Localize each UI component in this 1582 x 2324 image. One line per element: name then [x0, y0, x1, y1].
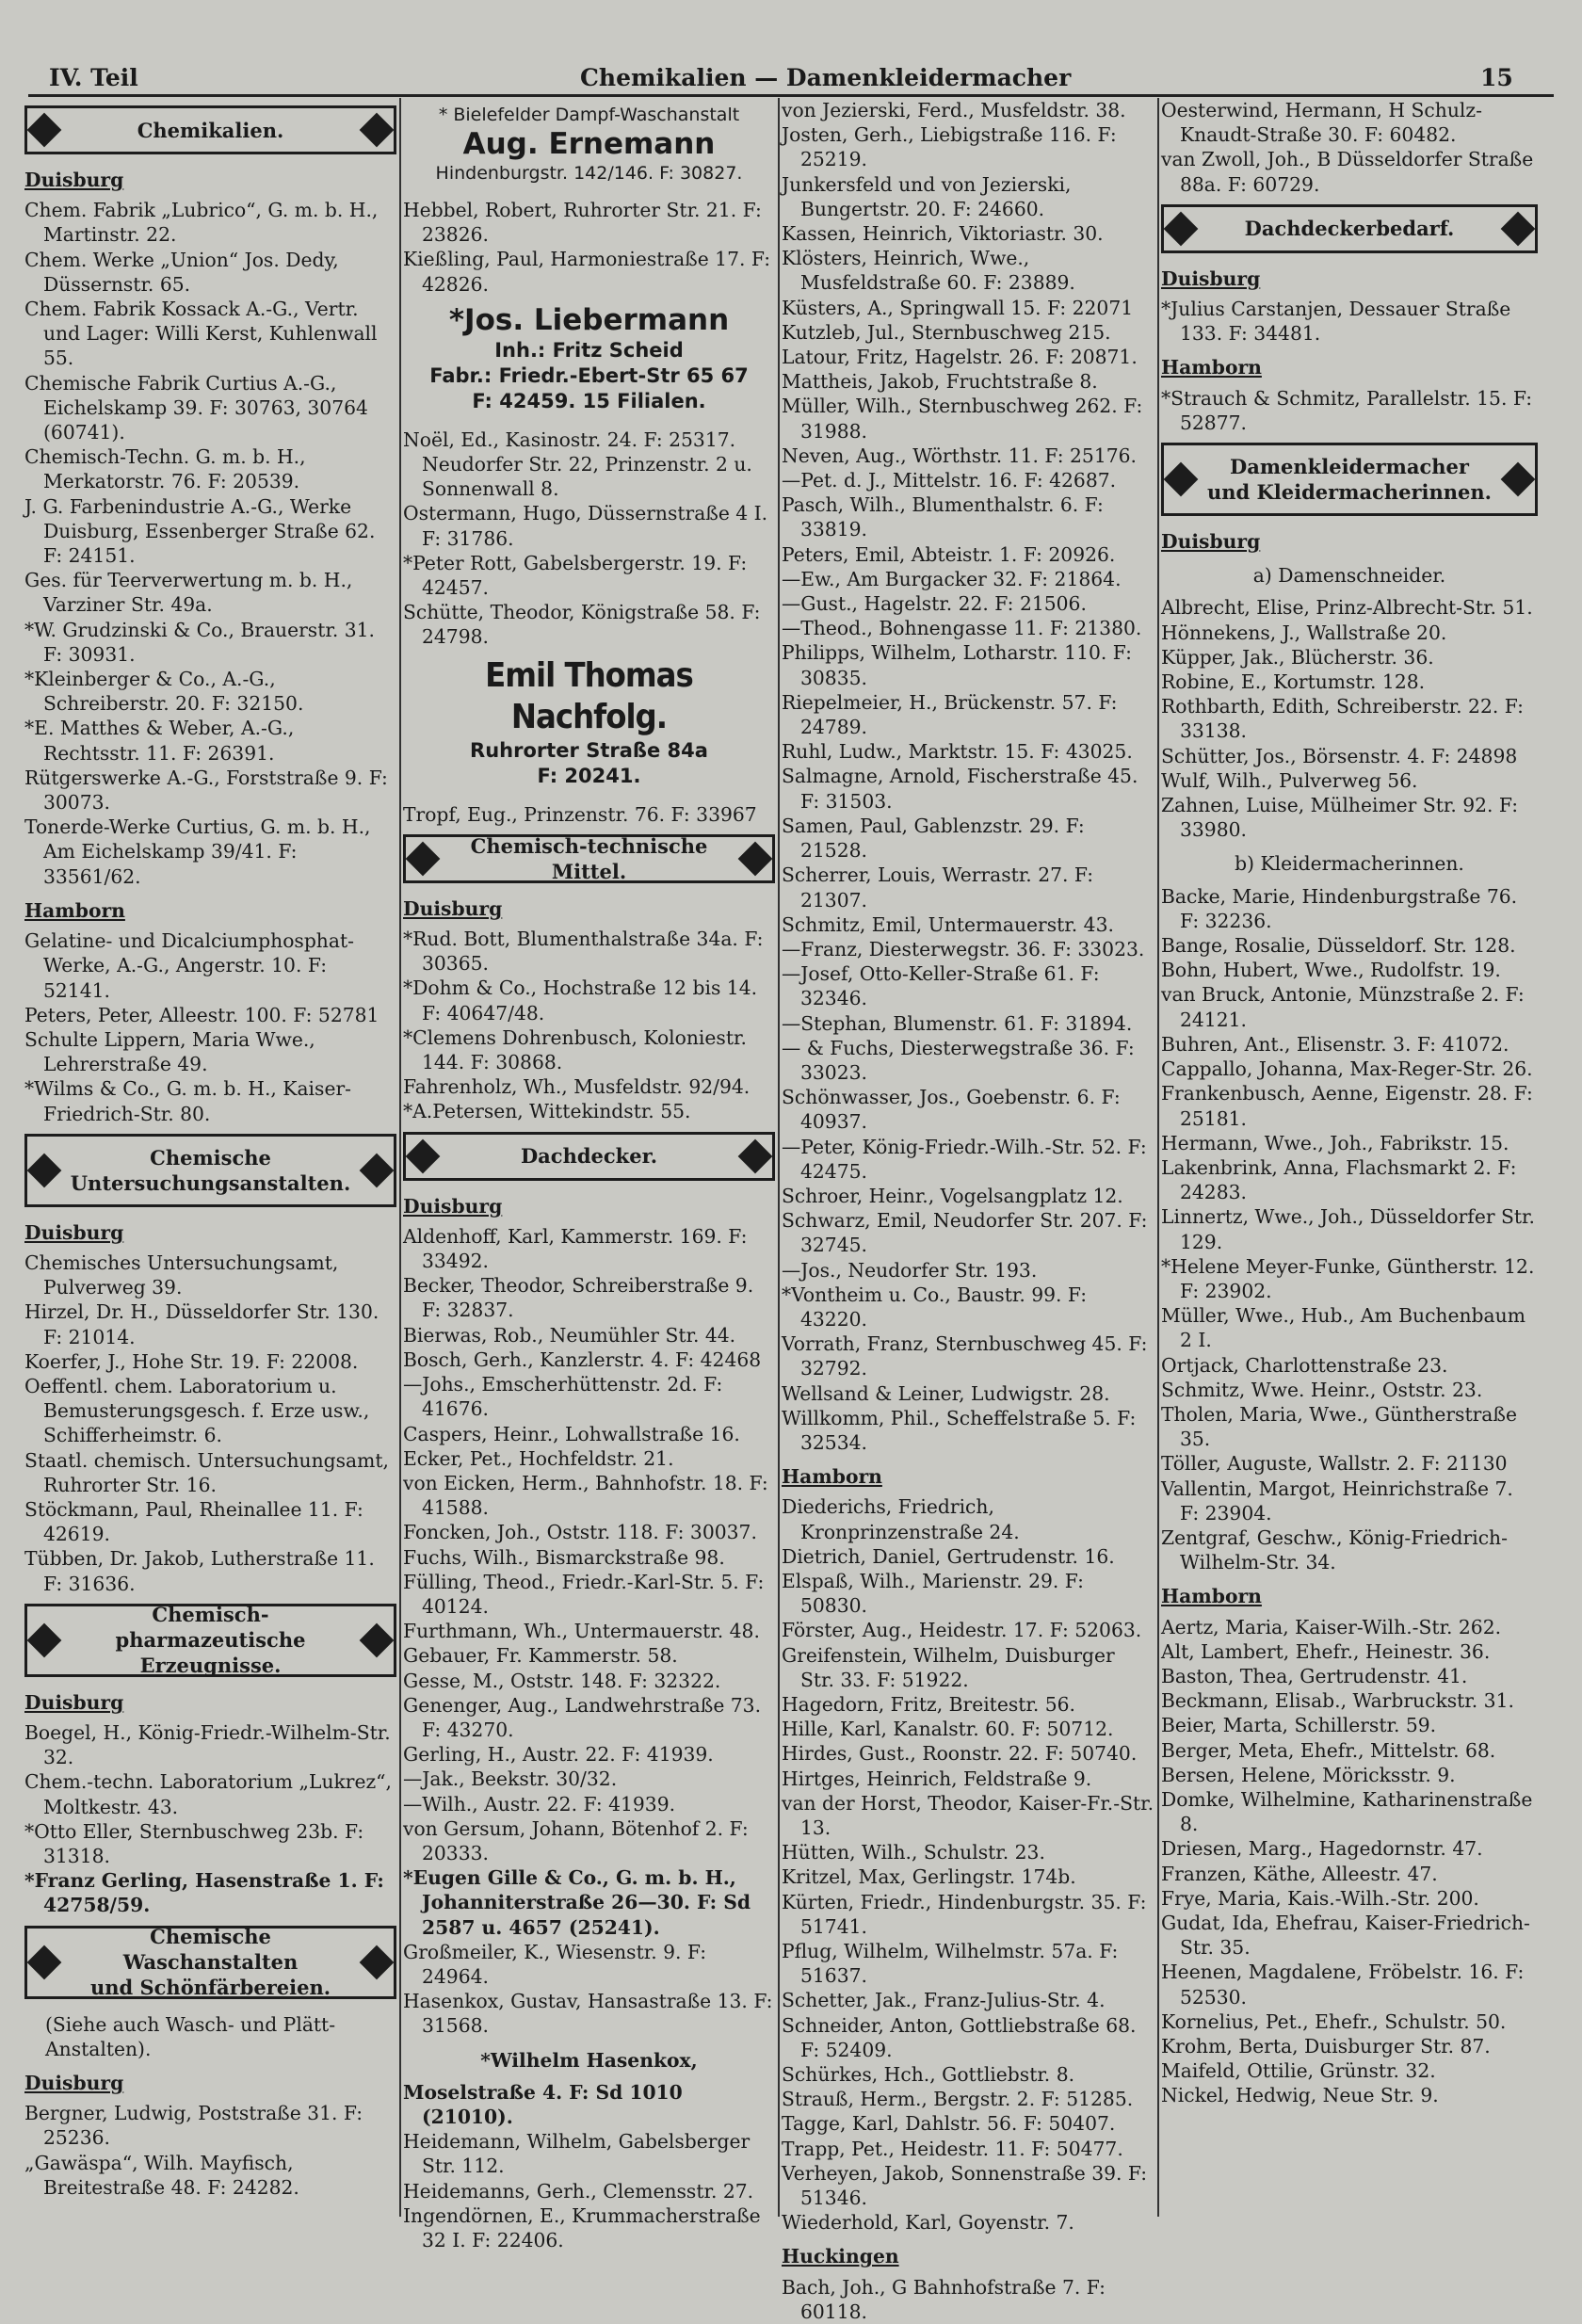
directory-entry: Chem.-techn. Laboratorium „Lukrez“, Moltkestr. 43.: [24, 1770, 392, 1818]
section-heading: [1161, 443, 1538, 516]
directory-entry: Schütter, Jos., Börsenstr. 4. F: 24898: [1161, 744, 1518, 767]
directory-entry: Rothbarth, Edith, Schreiberstr. 22. F: 33138.: [1161, 695, 1524, 743]
directory-entry: Fülling, Theod., Friedr.-Karl-Str. 5. F: 40124.: [403, 1570, 765, 1618]
directory-entry: Ruhl, Ludw., Marktstr. 15. F: 43025.: [782, 740, 1133, 764]
directory-entry: Pflug, Wilhelm, Wilhelmstr. 57a. F: 51637.: [782, 1940, 1119, 1988]
directory-entry: Boegel, H., König-Friedr.-Wilhelm-Str. 32.: [24, 1720, 391, 1769]
directory-entry: Heidemann, Wilhelm, Gabelsberger Str. 112.: [403, 2130, 751, 2178]
directory-entry: Moselstraße 4. F: Sd 1010 (21010).: [403, 2080, 683, 2128]
column-3: [782, 98, 1154, 2323]
advertisement-line: Ruhrorter Straße 84a: [470, 738, 708, 762]
section-heading: [403, 1132, 775, 1181]
ornament-icon: [360, 1622, 395, 1657]
directory-entry: *Helene Meyer-Funke, Güntherstr. 12. F: 23902.: [1161, 1254, 1535, 1302]
directory-entry: Aldenhoff, Karl, Kammerstr. 169. F: 33492.: [403, 1224, 748, 1273]
directory-entry: Kürten, Friedr., Hindenburgstr. 35. F: 51741.: [782, 1890, 1147, 1938]
directory-entry: Salmagne, Arnold, Fischerstraße 45. F: 31503.: [782, 765, 1138, 813]
directory-entry: *Wilhelm Hasenkox,: [480, 2048, 698, 2072]
city-heading: Duisburg: [24, 1220, 124, 1244]
directory-entry: Hönnekens, J., Wallstraße 20.: [1161, 621, 1447, 644]
directory-entry: Tropf, Eug., Prinzenstr. 76. F: 33967: [403, 802, 757, 826]
directory-entry: Chem. Fabrik „Lubrico“, G. m. b. H., Martinstr. 22.: [24, 199, 379, 247]
directory-entry: Buhren, Ant., Elisenstr. 3. F: 41072.: [1161, 1032, 1509, 1056]
section-heading: [24, 1926, 396, 1999]
directory-entry: *Julius Carstanjen, Dessauer Straße 133. F: 34481.: [1161, 298, 1511, 346]
section-heading: [24, 1604, 396, 1677]
city-heading: Hamborn: [24, 898, 125, 922]
directory-entry: Bersen, Helene, Möricksstr. 9.: [1161, 1763, 1456, 1786]
ornament-icon: [1501, 211, 1536, 246]
ornament-icon: [360, 113, 395, 148]
directory-entry: Foncken, Joh., Oststr. 118. F: 30037.: [403, 1521, 757, 1544]
directory-entry: Frankenbusch, Aenne, Eigenstr. 28. F: 25181.: [1161, 1082, 1533, 1130]
directory-entry: von Gersum, Johann, Bötenhof 2. F: 20333.: [403, 1816, 749, 1864]
directory-entry: Zahnen, Luise, Mülheimer Str. 92. F: 33980.: [1161, 794, 1519, 842]
directory-entry: *Vontheim u. Co., Baustr. 99. F: 43220.: [782, 1283, 1088, 1331]
advertisement-line: *Jos. Liebermann: [448, 302, 730, 337]
ornament-icon: [738, 1138, 773, 1173]
directory-entry: Diederichs, Friedrich, Kronprinzenstraße 24.: [782, 1495, 1020, 1543]
directory-entry: Küpper, Jak., Blücherstr. 36.: [1161, 645, 1434, 669]
directory-entry: *Rud. Bott, Blumenthalstraße 34a. F: 30365.: [403, 928, 764, 976]
directory-entry: Kutzleb, Jul., Sternbuschweg 215.: [782, 320, 1111, 344]
directory-entry: von Eicken, Herm., Bahnhofstr. 18. F: 41588.: [403, 1471, 768, 1520]
directory-entry: Greifenstein, Wilhelm, Duisburger Str. 33. F: 51922.: [782, 1643, 1115, 1691]
directory-entry: Kassen, Heinrich, Viktoriastr. 30.: [782, 222, 1104, 246]
directory-entry: Chemisches Untersuchungsamt, Pulverweg 39.: [24, 1251, 339, 1299]
advertisement-line: F: 42459. 15 Filialen.: [472, 389, 706, 412]
directory-entry: Gelatine- und Dicalciumphosphat-Werke, A.-G., Angerstr. 10. F: 52141.: [24, 929, 354, 1002]
directory-entry: Rütgerswerke A.-G., Forststraße 9. F: 30073.: [24, 766, 388, 815]
directory-entry: Bach, Joh., G Bahnhofstraße 7. F: 60118.: [782, 2275, 1106, 2323]
directory-entry: Josten, Gerh., Liebigstraße 116. F: 25219.: [782, 123, 1117, 171]
directory-entry: Hasenkox, Gustav, Hansastraße 13. F: 31568.: [403, 1990, 773, 2038]
city-heading: Huckingen: [782, 2245, 899, 2268]
column-divider: [778, 98, 780, 2217]
ornament-icon: [1164, 211, 1199, 246]
directory-entry: Ges. für Teerverwertung m. b. H., Varziner Str. 49a.: [24, 569, 353, 617]
section-heading-line: Dachdecker.: [520, 1144, 658, 1169]
city-heading: Hamborn: [1161, 356, 1262, 379]
directory-entry: Gebauer, Fr. Kammerstr. 58.: [403, 1644, 678, 1668]
directory-entry: Bohn, Hubert, Wwe., Rudolfstr. 19.: [1161, 959, 1501, 982]
column-2: [403, 98, 775, 2251]
directory-entry: Tonerde-Werke Curtius, G. m. b. H., Am Eichelskamp 39/41. F: 33561/62.: [24, 815, 371, 888]
directory-entry: —Josef, Otto-Keller-Straße 61. F: 32346.: [782, 962, 1100, 1010]
directory-entry: —Peter, König-Friedr.-Wilh.-Str. 52. F: 42475.: [782, 1135, 1147, 1183]
directory-entry: Mattheis, Jakob, Fruchtstraße 8.: [782, 370, 1098, 394]
directory-entry: Fuchs, Wilh., Bismarckstraße 98.: [403, 1545, 725, 1569]
city-heading: Duisburg: [403, 896, 503, 920]
directory-entry: Hirzel, Dr. H., Düsseldorfer Str. 130. F: 21014.: [24, 1300, 379, 1348]
subsection-heading: a) Damenschneider.: [1252, 564, 1446, 588]
directory-entry: Nickel, Hedwig, Neue Str. 9.: [1161, 2084, 1439, 2107]
section-heading: [24, 1134, 396, 1207]
directory-entry: Hirtges, Heinrich, Feldstraße 9.: [782, 1767, 1092, 1790]
directory-entry: Chem. Fabrik Kossack A.-G., Vertr. und Lager: Willi Kerst, Kuhlenwall 55.: [24, 298, 378, 370]
advertisement-line: Aug. Ernemann: [462, 127, 716, 161]
directory-entry: Kornelius, Pet., Ehefr., Schulstr. 50.: [1161, 2009, 1507, 2033]
directory-entry: Töller, Auguste, Wallstr. 2. F: 21130: [1161, 1452, 1508, 1476]
subsection-heading: b) Kleidermacherinnen.: [1235, 852, 1464, 876]
column-4: [1161, 98, 1538, 2217]
directory-entry: Oesterwind, Hermann, H Schulz-Knaudt-Straße 30. F: 60482.: [1161, 99, 1482, 147]
city-heading: Duisburg: [24, 169, 124, 191]
directory-entry: Albrecht, Elise, Prinz-Albrecht-Str. 51.: [1161, 596, 1533, 620]
directory-entry: Becker, Theodor, Schreiberstraße 9. F: 32837.: [403, 1274, 754, 1322]
directory-entry: van Zwoll, Joh., B Düsseldorfer Straße 88a. F: 60729.: [1161, 148, 1534, 196]
directory-entry: J. G. Farbenindustrie A.-G., Werke Duisburg, Essenberger Straße 62. F: 24151.: [24, 494, 376, 568]
directory-entry: Oeffentl. chem. Laboratorium u. Bemusterungsgesch. f. Erze usw., Schifferheimstr. 6.: [24, 1374, 370, 1447]
ornament-icon: [406, 1138, 441, 1173]
section-heading: [1161, 204, 1538, 253]
section-heading-line: Chemikalien.: [137, 118, 284, 142]
section-heading-line: Untersuchungsanstalten.: [70, 1170, 351, 1195]
directory-entry: Schmitz, Wwe. Heinr., Oststr. 23.: [1161, 1378, 1483, 1401]
directory-entry: Tübben, Dr. Jakob, Lutherstraße 11. F: 31636.: [24, 1547, 375, 1595]
directory-entry: Koerfer, J., Hohe Str. 19. F: 22008.: [24, 1349, 359, 1373]
city-heading: Duisburg: [1161, 266, 1261, 290]
directory-entry: *Wilms & Co., G. m. b. H., Kaiser-Friedrich-Str. 80.: [24, 1077, 351, 1125]
directory-entry: Schönwasser, Jos., Goebenstr. 6. F: 40937.: [782, 1086, 1121, 1134]
directory-entry: Willkomm, Phil., Scheffelstraße 5. F: 32534.: [782, 1406, 1137, 1454]
directory-entry: Wellsand & Leiner, Ludwigstr. 28.: [782, 1381, 1110, 1405]
directory-entry: Strauß, Herm., Bergstr. 2. F: 51285.: [782, 2088, 1134, 2111]
directory-entry: Aertz, Maria, Kaiser-Wilh.-Str. 262.: [1161, 1615, 1502, 1638]
section-heading-line: Chemische: [150, 1145, 271, 1170]
advertisement-line: Hindenburgstr. 142/146. F: 30827.: [435, 163, 743, 184]
directory-entry: Chem. Werke „Union“ Jos. Dedy, Düssernstr. 65.: [24, 248, 339, 296]
directory-entry: *A.Petersen, Wittekindstr. 55.: [403, 1100, 691, 1123]
directory-entry: —Franz, Diesterwegstr. 36. F: 33023.: [782, 937, 1145, 960]
directory-entry: Staatl. chemisch. Untersuchungsamt, Ruhrorter Str. 16.: [24, 1448, 389, 1496]
directory-entry: Alt, Lambert, Ehefr., Heinestr. 36.: [1161, 1639, 1491, 1663]
directory-entry: —Stephan, Blumenstr. 61. F: 31894.: [782, 1011, 1133, 1035]
directory-entry: *Peter Rott, Gabelsbergerstr. 19. F: 42457.: [403, 551, 748, 600]
ornament-icon: [27, 1622, 62, 1657]
city-heading: Hamborn: [782, 1465, 882, 1489]
directory-entry: Schneider, Anton, Gottliebstraße 68. F: 52409.: [782, 2013, 1137, 2061]
advertisement-line: Fabr.: Friedr.-Ebert-Str 65 67: [429, 363, 749, 387]
advertisement: [403, 302, 775, 414]
directory-entry: Neven, Aug., Wörthstr. 11. F: 25176.: [782, 444, 1137, 467]
directory-entry: Vorrath, Franz, Sternbuschweg 45. F: 32792.: [782, 1332, 1148, 1380]
directory-entry: Gerling, H., Austr. 22. F: 41939.: [403, 1743, 714, 1767]
advertisement-line: * Bielefelder Dampf-Waschanstalt: [438, 105, 740, 125]
advertisement: [403, 104, 775, 185]
directory-entry: Samen, Paul, Gablenzstr. 29. F: 21528.: [782, 814, 1085, 863]
directory-entry: Krohm, Berta, Duisburger Str. 87.: [1161, 2035, 1491, 2058]
directory-entry: Tagge, Karl, Dahlstr. 56. F: 50407.: [782, 2112, 1116, 2136]
directory-entry: *Franz Gerling, Hasenstraße 1. F: 42758/59.: [24, 1869, 384, 1917]
directory-entry: Bosch, Gerh., Kanzlerstr. 4. F: 42468: [403, 1348, 762, 1371]
directory-entry: van der Horst, Theodor, Kaiser-Fr.-Str. 13.: [782, 1791, 1154, 1840]
directory-entry: Noël, Ed., Kasinostr. 24. F: 25317. Neudorfer Str. 22, Prinzenstr. 2 u. Sonnenwall 8.: [403, 428, 752, 501]
directory-entry: —Gust., Hagelstr. 22. F: 21506.: [782, 592, 1087, 616]
directory-entry: Kießling, Paul, Harmoniestraße 17. F: 42826.: [403, 248, 771, 296]
directory-entry: Ortjack, Charlottenstraße 23.: [1161, 1353, 1448, 1377]
directory-entry: Bange, Rosalie, Düsseldorf. Str. 128.: [1161, 934, 1516, 958]
running-title: Chemikalien — Damenkleidermacher: [580, 64, 1072, 91]
directory-entry: Latour, Fritz, Hagelstr. 26. F: 20871.: [782, 346, 1138, 369]
directory-entry: Heidemanns, Gerh., Clemensstr. 27.: [403, 2179, 754, 2203]
column-divider: [399, 98, 401, 2217]
directory-entry: Ecker, Pet., Hochfeldstr. 21.: [403, 1446, 674, 1470]
directory-entry: Gudat, Ida, Ehefrau, Kaiser-Friedrich-Str. 35.: [1161, 1912, 1530, 1960]
directory-entry: *Kleinberger & Co., A.-G., Schreiberstr. 20. F: 32150.: [24, 668, 304, 716]
directory-entry: — & Fuchs, Diesterwegstraße 36. F: 33023.: [782, 1036, 1135, 1084]
directory-entry: „Gawäspa“, Wilh. Mayfisch, Breitestraße 48. F: 24282.: [24, 2151, 299, 2199]
directory-entry: *Dohm & Co., Hochstraße 12 bis 14. F: 40647/48.: [403, 976, 758, 1025]
directory-entry: Linnertz, Wwe., Joh., Düsseldorfer Str. 129.: [1161, 1205, 1535, 1253]
directory-entry: Genenger, Aug., Landwehrstraße 73. F: 43270.: [403, 1693, 762, 1741]
directory-entry: Gesse, M., Oststr. 148. F: 32322.: [403, 1669, 721, 1692]
city-heading: Hamborn: [1161, 1585, 1262, 1608]
directory-entry: *Eugen Gille & Co., G. m. b. H., Johanniterstraße 26—30. F: Sd 2587 u. 4657 (25241).: [403, 1866, 751, 1939]
directory-entry: *Strauch & Schmitz, Parallelstr. 15. F: 52877.: [1161, 386, 1533, 434]
ornament-icon: [738, 841, 773, 876]
page-number: 15: [1480, 64, 1513, 91]
directory-entry: —Theod., Bohnengasse 11. F: 21380.: [782, 617, 1142, 640]
directory-entry: Backe, Marie, Hindenburgstraße 76. F: 32236.: [1161, 884, 1518, 932]
directory-entry: Driesen, Marg., Hagedornstr. 47.: [1161, 1837, 1483, 1861]
directory-entry: Peters, Emil, Abteistr. 1. F: 20926.: [782, 542, 1116, 566]
directory-entry: Hermann, Wwe., Joh., Fabrikstr. 15.: [1161, 1131, 1509, 1154]
directory-entry: Peters, Peter, Alleestr. 100. F: 52781: [24, 1003, 379, 1026]
directory-entry: Stöckmann, Paul, Rheinallee 11. F: 42619.: [24, 1497, 363, 1546]
city-heading: Duisburg: [24, 1690, 124, 1714]
directory-entry: Lakenbrink, Anna, Flachsmarkt 2. F: 24283.: [1161, 1155, 1517, 1204]
directory-entry: Müller, Wilh., Sternbuschweg 262. F: 31988.: [782, 395, 1143, 443]
directory-entry: Philipps, Wilhelm, Lotharstr. 110. F: 30835.: [782, 641, 1132, 689]
directory-entry: Hütten, Wilh., Schulstr. 23.: [782, 1841, 1045, 1864]
directory-entry: Schürkes, Hch., Gottliebstr. 8.: [782, 2063, 1075, 2087]
directory-entry: Caspers, Heinr., Lohwallstraße 16.: [403, 1422, 740, 1445]
directory-entry: Küsters, A., Springwall 15. F: 22071: [782, 296, 1134, 319]
ornament-icon: [1164, 462, 1199, 497]
directory-entry: —Jak., Beekstr. 30/32.: [403, 1767, 618, 1791]
directory-entry: —Wilh., Austr. 22. F: 41939.: [403, 1792, 676, 1816]
directory-entry: Wiederhold, Karl, Goyenstr. 7.: [782, 2211, 1074, 2235]
directory-entry: Elspaß, Wilh., Marienstr. 29. F: 50830.: [782, 1569, 1084, 1618]
directory-entry: Bierwas, Rob., Neumühler Str. 44.: [403, 1323, 736, 1347]
directory-entry: Wulf, Wilh., Pulverweg 56.: [1161, 768, 1418, 792]
header-rule: [28, 94, 1554, 97]
section-heading-line: und Schönfärbereien.: [89, 1976, 331, 2000]
directory-entry: Tholen, Maria, Wwe., Güntherstraße 35.: [1161, 1402, 1517, 1451]
directory-entry: Franzen, Käthe, Alleestr. 47.: [1161, 1862, 1438, 1885]
ornament-icon: [27, 1945, 62, 1979]
directory-entry: Förster, Aug., Heidestr. 17. F: 52063.: [782, 1619, 1142, 1642]
directory-entry: Hagedorn, Fritz, Breitestr. 56.: [782, 1693, 1076, 1716]
directory-entry: Ostermann, Hugo, Düssernstraße 4 I. F: 31786.: [403, 502, 768, 550]
directory-entry: Trapp, Pet., Heidestr. 11. F: 50477.: [782, 2137, 1123, 2160]
directory-entry: Riepelmeier, H., Brückenstr. 57. F: 24789.: [782, 690, 1118, 739]
ornament-icon: [27, 1153, 62, 1187]
directory-entry: Maifeld, Ottilie, Grünstr. 32.: [1161, 2059, 1436, 2083]
directory-entry: Junkersfeld und von Jezierski, Bungertstr. 20. F: 24660.: [782, 172, 1072, 220]
directory-entry: Hebbel, Robert, Ruhrorter Str. 21. F: 23826.: [403, 199, 762, 247]
directory-entry: *Clemens Dohrenbusch, Koloniestr. 144. F: 30868.: [403, 1025, 747, 1074]
directory-entry: Schetter, Jak., Franz-Julius-Str. 4.: [782, 1989, 1106, 2012]
directory-entry: Heenen, Magdalene, Fröbelstr. 16. F: 52530.: [1161, 1961, 1525, 2009]
ornament-icon: [27, 113, 62, 148]
directory-entry: Schroer, Heinr., Vogelsangplatz 12.: [782, 1184, 1123, 1207]
directory-entry: van Bruck, Antonie, Münzstraße 2. F: 24121.: [1161, 983, 1525, 1031]
directory-entry: Robine, E., Kortumstr. 128.: [1161, 670, 1426, 694]
directory-entry: Cappallo, Johanna, Max-Reger-Str. 26.: [1161, 1057, 1533, 1081]
directory-entry: Vallentin, Margot, Heinrichstraße 7. F: 23904.: [1161, 1477, 1513, 1525]
directory-entry: —Ew., Am Burgacker 32. F: 21864.: [782, 567, 1122, 590]
city-heading: Duisburg: [403, 1194, 503, 1218]
directory-entry: Fahrenholz, Wh., Musfeldstr. 92/94.: [403, 1075, 751, 1099]
ornament-icon: [406, 841, 441, 876]
directory-entry: Ingendörnen, E., Krummacherstraße 32 I. F: 22406.: [403, 2203, 761, 2251]
directory-entry: Furthmann, Wh., Untermauerstr. 48.: [403, 1620, 760, 1643]
section-heading-line: Dachdeckerbedarf.: [1244, 217, 1455, 241]
directory-entry: Baston, Thea, Gertrudenstr. 41.: [1161, 1664, 1468, 1687]
directory-entry: —Jos., Neudorfer Str. 193.: [782, 1258, 1038, 1282]
part-label: IV. Teil: [49, 64, 138, 91]
directory-entry: Großmeiler, K., Wiesenstr. 9. F: 24964.: [403, 1940, 707, 1988]
directory-entry: Schwarz, Emil, Neudorfer Str. 207. F: 32745.: [782, 1209, 1148, 1257]
directory-entry: *Otto Eller, Sternbuschweg 23b. F: 31318.: [24, 1819, 364, 1867]
section-heading-line: Erzeugnisse.: [139, 1654, 282, 1678]
directory-entry: Schulte Lippern, Maria Wwe., Lehrerstraße 49.: [24, 1027, 315, 1076]
directory-entry: Beckmann, Elisab., Warbruckstr. 31.: [1161, 1689, 1514, 1713]
section-heading: [403, 834, 775, 883]
city-heading: Duisburg: [24, 2072, 124, 2094]
section-heading-line: Chemisch-pharmazeutische: [115, 1603, 306, 1653]
directory-entry: Chemisch-Techn. G. m. b. H., Merkatorstr. 76. F: 20539.: [24, 445, 306, 493]
advertisement-line: Inh.: Fritz Scheid: [494, 338, 684, 362]
directory-entry: Beier, Marta, Schillerstr. 59.: [1161, 1714, 1437, 1737]
section-note: (Siehe auch Wasch- und Plätt-Anstalten).: [45, 2012, 336, 2060]
section-heading: [24, 105, 396, 154]
advertisement-line: F: 20241.: [537, 764, 641, 787]
column-divider: [1157, 98, 1159, 2217]
directory-entry: Zentgraf, Geschw., König-Friedrich-Wilhelm-Str. 34.: [1161, 1525, 1508, 1574]
directory-entry: —Pet. d. J., Mittelstr. 16. F: 42687.: [782, 469, 1117, 492]
section-heading-line: und Kleidermacherinnen.: [1207, 480, 1492, 505]
directory-entry: Frye, Maria, Kais.-Wilh.-Str. 200.: [1161, 1886, 1479, 1910]
advertisement-line: Emil Thomas Nachfolg.: [485, 655, 693, 736]
column-1: [24, 98, 396, 2217]
section-heading-line: Damenkleidermacher: [1230, 455, 1469, 479]
section-heading-line: Chemische Waschanstalten: [122, 1925, 299, 1975]
directory-entry: Klösters, Heinrich, Wwe., Musfeldstraße 60. F: 23889.: [782, 247, 1075, 295]
directory-entry: Hille, Karl, Kanalstr. 60. F: 50712.: [782, 1718, 1114, 1741]
advertisement: [403, 655, 775, 789]
directory-entry: Chemische Fabrik Curtius A.-G., Eichelskamp 39. F: 30763, 30764 (60741).: [24, 371, 368, 444]
ornament-icon: [1501, 462, 1536, 497]
directory-entry: Bergner, Ludwig, Poststraße 31. F: 25236.: [24, 2102, 363, 2150]
directory-entry: Müller, Wwe., Hub., Am Buchenbaum 2 I.: [1161, 1304, 1526, 1352]
directory-entry: *E. Matthes & Weber, A.-G., Rechtsstr. 11. F: 26391.: [24, 717, 295, 765]
directory-entry: Schütte, Theodor, Königstraße 58. F: 24798.: [403, 601, 761, 649]
directory-entry: Domke, Wilhelmine, Katharinenstraße 8.: [1161, 1787, 1533, 1836]
ornament-icon: [360, 1945, 395, 1979]
city-heading: Duisburg: [1161, 530, 1261, 554]
directory-entry: von Jezierski, Ferd., Musfeldstr. 38.: [782, 99, 1126, 121]
directory-entry: Verheyen, Jakob, Sonnenstraße 39. F: 51346.: [782, 2161, 1148, 2210]
directory-entry: Berger, Meta, Ehefr., Mittelstr. 68.: [1161, 1738, 1496, 1762]
directory-entry: *W. Grudzinski & Co., Brauerstr. 31. F: 30931.: [24, 618, 375, 666]
section-heading-line: Chemisch-technische Mittel.: [470, 833, 708, 883]
directory-entry: Hirdes, Gust., Roonstr. 22. F: 50740.: [782, 1742, 1138, 1766]
directory-entry: Scherrer, Louis, Werrastr. 27. F: 21307.: [782, 863, 1094, 912]
directory-entry: Dietrich, Daniel, Gertrudenstr. 16.: [782, 1544, 1115, 1568]
directory-entry: Schmitz, Emil, Untermauerstr. 43.: [782, 912, 1114, 936]
ornament-icon: [360, 1153, 395, 1187]
directory-entry: Pasch, Wilh., Blumenthalstr. 6. F: 33819.: [782, 493, 1104, 541]
directory-entry: Kritzel, Max, Gerlingstr. 174b.: [782, 1865, 1076, 1889]
directory-entry: —Johs., Emscherhüttenstr. 2d. F: 41676.: [403, 1373, 723, 1421]
